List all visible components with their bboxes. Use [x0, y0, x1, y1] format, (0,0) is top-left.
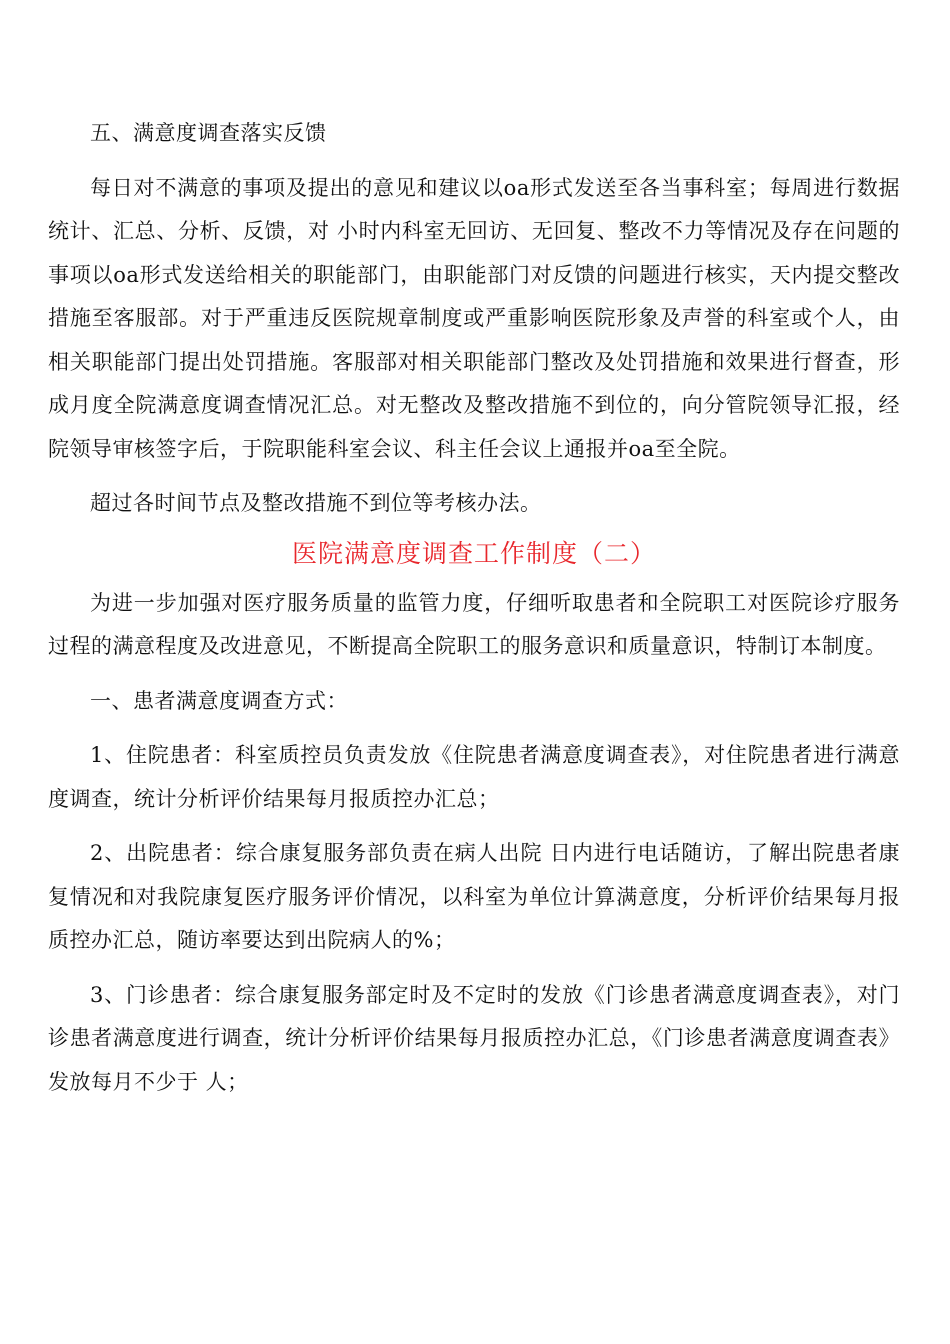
section-heading: 一、患者满意度调查方式：: [90, 688, 348, 713]
intro-paragraph: 为进一步加强对医疗服务质量的监管力度，仔细听取患者和全院职工对医院诊疗服务过程的满意程度及改进意见，不断提高全院职工的服务意识和质量意识，特制订本制度。: [48, 590, 900, 658]
list-item: 3、门诊患者：综合康复服务部定时及不定时的发放《门诊患者满意度调查表》，对门诊患者满意度进行调查，统计分析评价结果每月报质控办汇总，《门诊患者满意度调查表》发放每月不少于 人；: [48, 982, 900, 1094]
section-heading: 五、满意度调查落实反馈: [90, 121, 327, 145]
paragraph: 超过各时间节点及整改措施不到位等考核办法。: [90, 491, 542, 515]
document-page: [48, 112, 900, 1104]
paragraph: 每日对不满意的事项及提出的意见和建议以oa形式发送至各当事科室；每周进行数据统计、汇总、分析、反馈，对 小时内科室无回访、无回复、整改不力等情况及存在问题的事项以oa形式发送给相关的职能部门，由职能部门对反馈的问题进行核实，天内提交整改措施至客服部。对于严重违反医院规章制度或严重影响医院形象及声誉的科室或个人，由相关职能部门提出处罚措施。客服部对相关职能部门整改及处罚措施和效果进行督查，形成月度全院满意度调查情况汇总。对无整改及整改措施不到位的，向分管院领导汇报，经院领导审核签字后，于院职能科室会议、科主任会议上通报并oa至全院。: [48, 175, 900, 461]
list-item: 2、出院患者：综合康复服务部负责在病人出院 日内进行电话随访，了解出院患者康复情况和对我院康复医疗服务评价情况，以科室为单位计算满意度，分析评价结果每月报质控办汇总，随访率要达到出院病人的%；: [48, 841, 900, 952]
document-title: 医院满意度调查工作制度（二）: [291, 538, 656, 568]
list-item: 1、住院患者：科室质控员负责发放《住院患者满意度调查表》，对住院患者进行满意度调查，统计分析评价结果每月报质控办汇总；: [48, 743, 900, 811]
